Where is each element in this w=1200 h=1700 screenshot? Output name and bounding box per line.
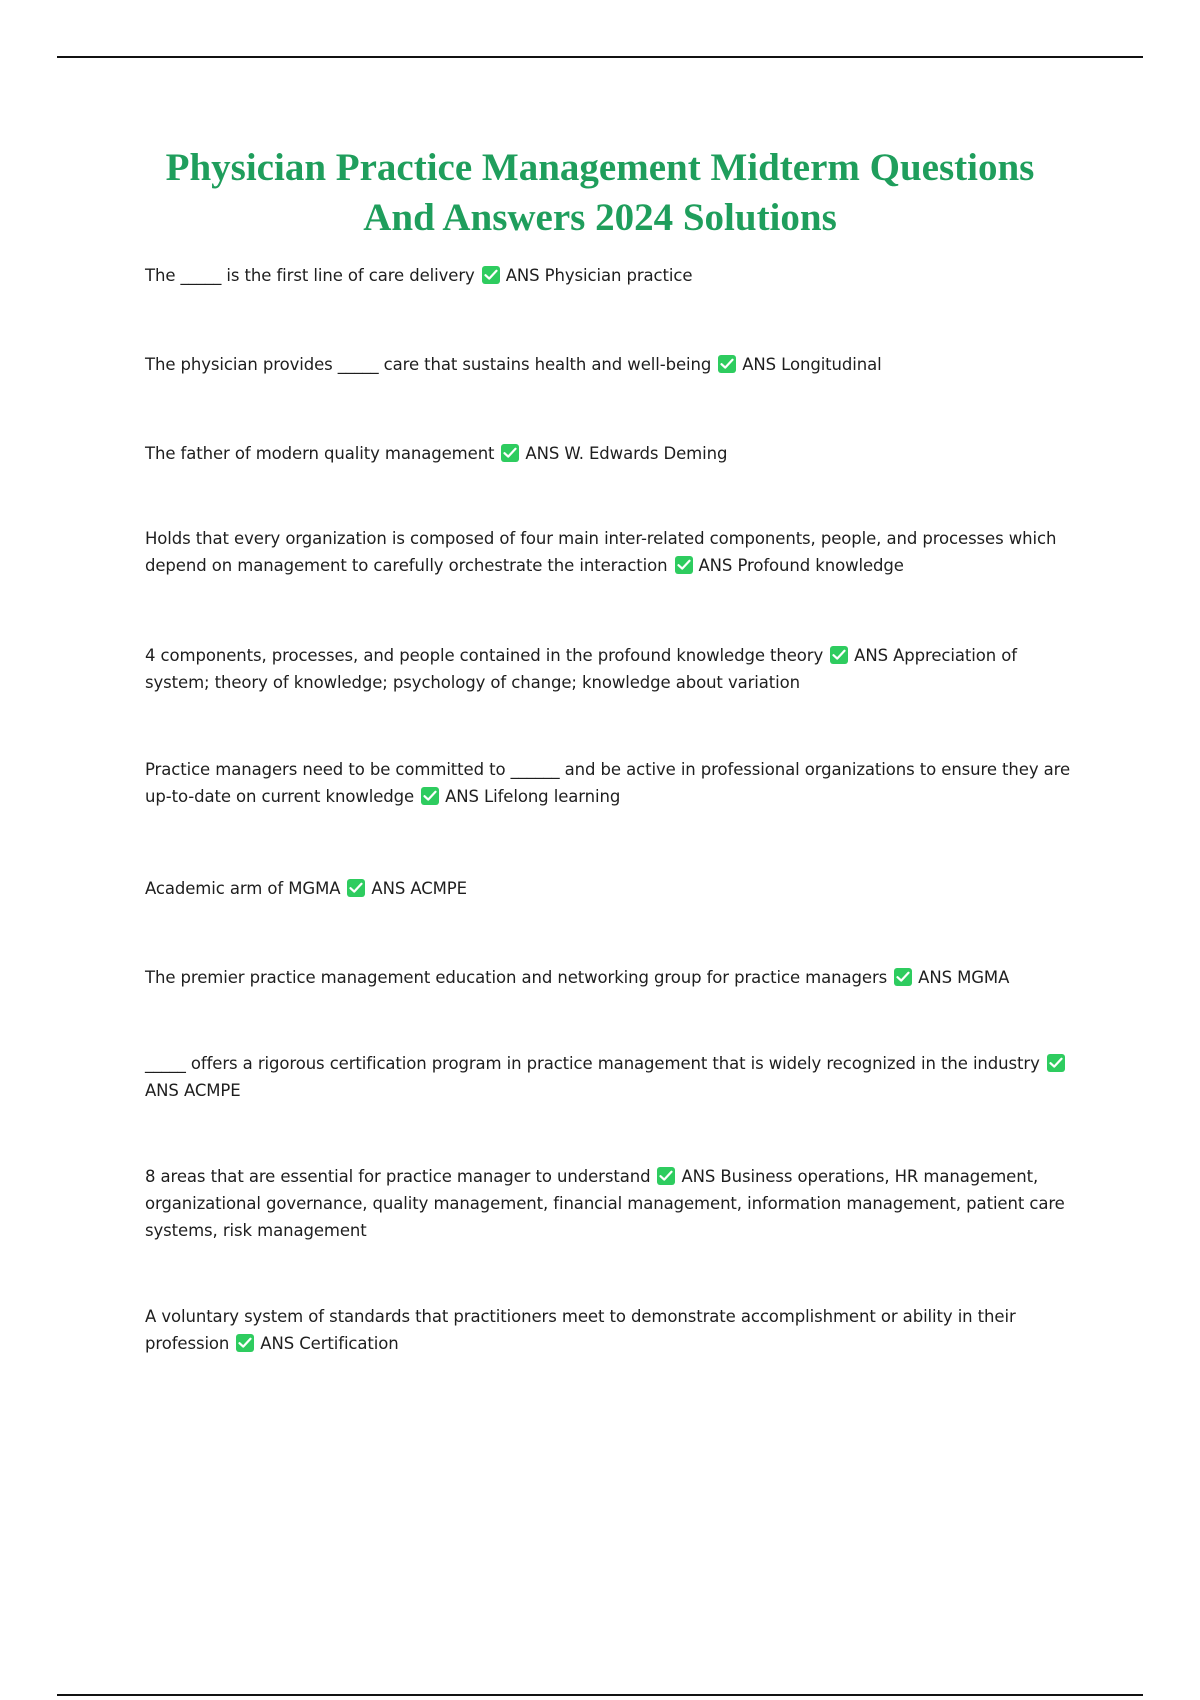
qa-item bbox=[145, 440, 1075, 467]
page-title bbox=[100, 143, 1100, 243]
title-line-1: Physician Practice Management Midterm Questions bbox=[165, 146, 1035, 189]
qa-item bbox=[145, 1163, 1075, 1244]
answer-text: ANS Profound knowledge bbox=[698, 556, 904, 575]
answer-text: ANS MGMA bbox=[918, 968, 1010, 987]
question-text: _____ offers a rigorous certification program in practice management that is widely recognized in the industry bbox=[145, 1054, 1040, 1073]
answer-text: ANS Lifelong learning bbox=[445, 787, 621, 806]
bottom-rule bbox=[57, 1694, 1143, 1696]
check-box-icon bbox=[657, 1167, 675, 1185]
check-box-icon bbox=[482, 266, 500, 284]
answer-text: ANS Appreciation of system; theory of knowledge; psychology of change; knowledge about variation bbox=[145, 646, 1017, 692]
qa-item bbox=[145, 964, 1075, 991]
answer-text: ANS ACMPE bbox=[145, 1081, 241, 1100]
check-box-icon bbox=[236, 1334, 254, 1352]
check-box-icon bbox=[421, 787, 439, 805]
qa-item bbox=[145, 262, 1075, 289]
question-text: 4 components, processes, and people contained in the profound knowledge theory bbox=[145, 646, 824, 665]
top-rule bbox=[57, 56, 1143, 58]
qa-item bbox=[145, 875, 1075, 902]
check-box-icon bbox=[894, 968, 912, 986]
qa-item bbox=[145, 756, 1075, 810]
title-line-2: And Answers 2024 Solutions bbox=[363, 196, 837, 239]
check-box-icon bbox=[830, 646, 848, 664]
question-text: Academic arm of MGMA bbox=[145, 879, 341, 898]
qa-item bbox=[145, 642, 1075, 696]
answer-text: ANS Certification bbox=[260, 1334, 399, 1353]
question-text: The premier practice management education and networking group for practice managers bbox=[145, 968, 888, 987]
qa-item bbox=[145, 525, 1075, 579]
check-box-icon bbox=[347, 879, 365, 897]
question-text: 8 areas that are essential for practice manager to understand bbox=[145, 1167, 651, 1186]
answer-text: ANS W. Edwards Deming bbox=[525, 444, 728, 463]
qa-item bbox=[145, 1050, 1075, 1104]
answer-text: ANS Business operations, HR management, organizational governance, quality management, financial management, information management, patient care systems, risk management bbox=[145, 1167, 1065, 1240]
answer-text: ANS Physician practice bbox=[505, 266, 693, 285]
check-box-icon bbox=[675, 556, 693, 574]
check-box-icon bbox=[718, 355, 736, 373]
question-text: Practice managers need to be committed to ______ and be active in professional organizations to ensure they are up-to-date on current knowledge bbox=[145, 760, 1071, 806]
question-text: A voluntary system of standards that practitioners meet to demonstrate accomplishment or ability in their profession bbox=[145, 1307, 1016, 1353]
question-text: The physician provides _____ care that sustains health and well-being bbox=[145, 355, 712, 374]
qa-item bbox=[145, 351, 1075, 378]
question-text: The _____ is the first line of care delivery bbox=[145, 266, 475, 285]
check-box-icon bbox=[501, 444, 519, 462]
check-box-icon bbox=[1047, 1054, 1065, 1072]
qa-item bbox=[145, 1303, 1075, 1357]
question-text: Holds that every organization is composed of four main inter-related components, people, and processes which depend on management to carefully orchestrate the interaction bbox=[145, 529, 1057, 575]
answer-text: ANS Longitudinal bbox=[742, 355, 882, 374]
answer-text: ANS ACMPE bbox=[371, 879, 467, 898]
question-text: The father of modern quality management bbox=[145, 444, 495, 463]
